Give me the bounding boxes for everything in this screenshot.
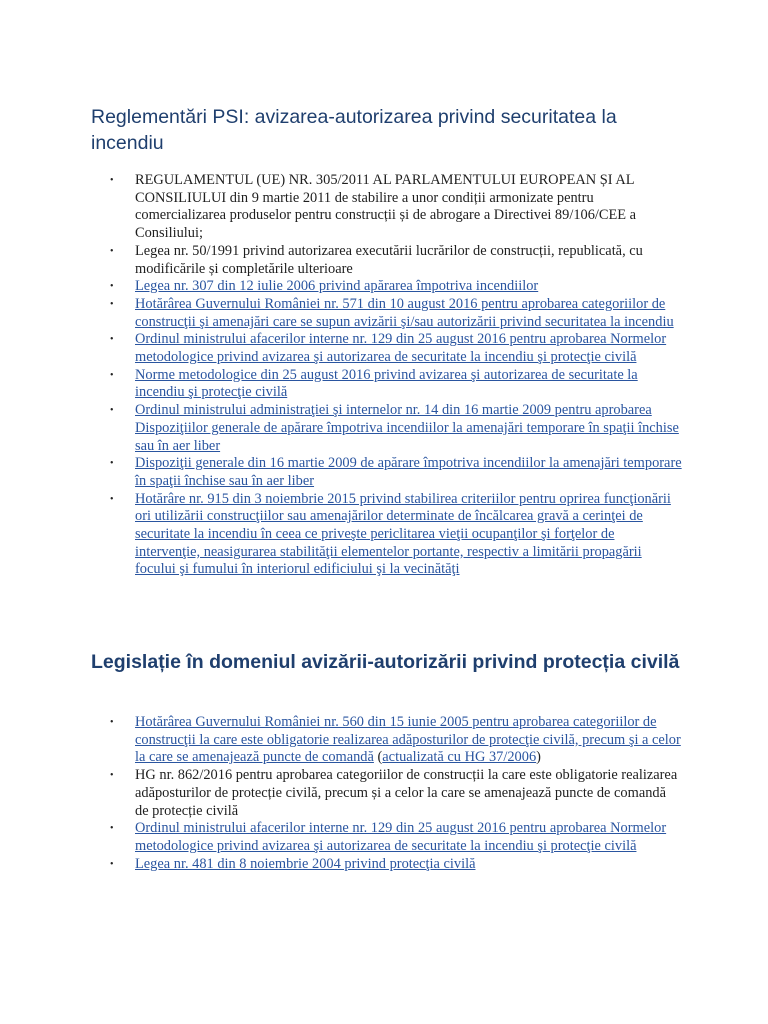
list-item	[112, 331, 682, 366]
list-item	[112, 172, 682, 243]
list-item	[112, 714, 682, 767]
link-hg-915-2015[interactable]: Hotărâre nr. 915 din 3 noiembrie 2015 privind stabilirea criteriilor pentru oprirea funcţionării ori utilizării construcţiilor sau amenajărilor determinate de încălcarea gravă a cerinţei de securitate la incendiu în ceea ce priveşte periclitarea vieţii ocupanţilor şi forţelor de intervenţie, neasigurarea stabilităţii elementelor portante, respectiv a limitării propagării focului şi fumului în interiorul edificiului şi la vecinătăţi	[135, 490, 671, 578]
paren-close: )	[536, 749, 541, 766]
list-item	[112, 243, 682, 278]
item-text: • REGULAMENTUL (UE) NR. 305/2011 AL PARLAMENTULUI EUROPEAN ȘI AL CONSILIULUI din 9 martie 2011 de stabilire a unor condiții armonizate pentru comercializarea produselor pentru construcții și de abrogare a Directivei 89/106/CEE a Consiliului;	[135, 172, 637, 242]
list-item	[112, 455, 682, 490]
list-item	[112, 278, 682, 296]
list-item	[112, 856, 682, 874]
section-heading-civil-protection: Legislație în domeniul avizării-autorizării privind protecția civilă	[91, 651, 680, 673]
link-norme-metodologice-2016[interactable]: Norme metodologice din 25 august 2016 privind avizarea şi autorizarea de securitate la incendiu şi protecţie civilă	[135, 366, 638, 401]
section-heading-psi: Reglementări PSI: avizarea-autorizarea privind securitatea la incendiu	[91, 106, 617, 154]
list-item	[112, 402, 682, 455]
link-dispozitii-generale-2009[interactable]: Dispoziţii generale din 16 martie 2009 de apărare împotriva incendiilor la amenajări temporare în spaţii închise sau în aer liber	[135, 455, 682, 489]
link-omai-129-2016-b[interactable]: Ordinul ministrului afacerilor interne nr. 129 din 25 august 2016 pentru aprobarea Normelor metodologice privind avizarea şi autorizarea de securitate la incendiu şi protecţie civilă	[135, 820, 667, 854]
paren-open: (	[373, 749, 383, 766]
list-item	[112, 367, 682, 402]
link-legea-307-2006[interactable]: Legea nr. 307 din 12 iulie 2006 privind apărarea împotriva incendiilor	[135, 278, 539, 295]
link-legea-481-2004[interactable]: Legea nr. 481 din 8 noiembrie 2004 privind protecţia civilă	[135, 855, 476, 872]
link-hg-560-2005[interactable]: Hotărârea Guvernului României nr. 560 din 15 iunie 2005 pentru aprobarea categoriilor de construcţii la care este obligatorie realizarea adăposturilor de protecţie civilă, precum şi a celor la care se amenajează puncte de comandă	[135, 714, 681, 766]
civil-protection-list	[112, 714, 682, 873]
psi-regulations-list	[112, 172, 682, 579]
list-item	[112, 767, 682, 820]
list-item	[112, 820, 682, 855]
list-item	[112, 491, 682, 580]
item-text: • HG nr. 862/2016 pentru aprobarea categoriilor de construcții la care este obligatorie realizarea adăposturilor de protecție civilă, precum și a celor la care se amenajează puncte de comandă de protecție civilă	[135, 767, 678, 819]
link-omai-14-2009[interactable]: Ordinul ministrului administraţiei şi internelor nr. 14 din 16 martie 2009 pentru aprobarea Dispoziţiilor generale de apărare împotriva incendiilor la amenajări temporare în spaţii închise sau în aer liber	[135, 402, 679, 454]
item-text: • Legea nr. 50/1991 privind autorizarea executării lucrărilor de construcții, republicată, cu modificările și completările ulterioare	[135, 242, 643, 277]
link-hg-37-2006[interactable]: actualizată cu HG 37/2006	[382, 749, 537, 766]
link-hg-571-2016[interactable]: Hotărârea Guvernului României nr. 571 din 10 august 2016 pentru aprobarea categoriilor de construcţii şi amenajări care se supun avizării şi/sau autorizării privind securitatea la incendiu	[135, 295, 674, 330]
list-item	[112, 296, 682, 331]
link-omai-129-2016[interactable]: Ordinul ministrului afacerilor interne nr. 129 din 25 august 2016 pentru aprobarea Normelor metodologice privind avizarea şi autorizarea de securitate la incendiu şi protecţie civilă	[135, 331, 667, 366]
